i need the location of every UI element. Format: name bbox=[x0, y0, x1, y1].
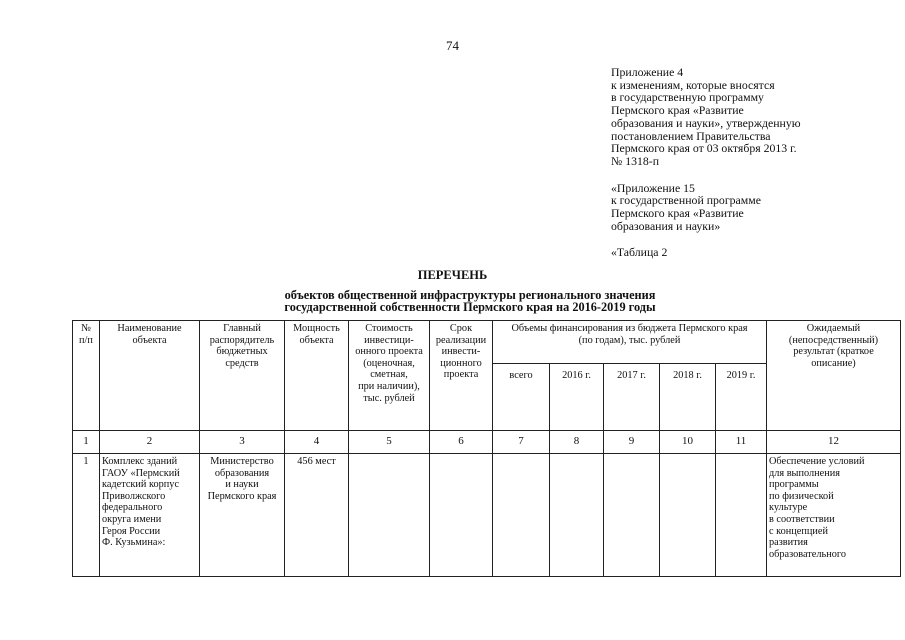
object-term bbox=[430, 454, 493, 577]
object-cost bbox=[349, 454, 430, 577]
annex15-line: к государственной программе bbox=[611, 193, 761, 208]
column-number: 9 bbox=[604, 431, 660, 454]
annex-line: Приложение 4 bbox=[611, 65, 684, 79]
object-2019 bbox=[716, 454, 767, 577]
annex-block bbox=[611, 66, 896, 259]
subtitle-line: государственной собственности Пермского края на 2016-2019 годы bbox=[284, 299, 656, 314]
object-2018 bbox=[660, 454, 716, 577]
header-cost: Стоимость инвестици- онного проекта (оценочная, сметная, при наличии), тыс. рублей bbox=[349, 321, 430, 431]
header-name: Наименование объекта bbox=[100, 321, 200, 431]
header-2019: 2019 г. bbox=[716, 364, 767, 431]
column-number: 8 bbox=[550, 431, 604, 454]
table-reference: «Таблица 2 bbox=[611, 245, 668, 260]
column-number: 11 bbox=[716, 431, 767, 454]
column-number: 6 bbox=[430, 431, 493, 454]
annex15-line: «Приложение 15 bbox=[611, 180, 695, 195]
document-subtitle bbox=[150, 290, 790, 313]
header-total: всего bbox=[493, 364, 550, 431]
annex-line: образования и науки», утвержденную bbox=[611, 115, 801, 130]
object-capacity: 456 мест bbox=[285, 454, 349, 577]
annex-line: постановлением Правительства bbox=[611, 128, 771, 143]
row-num: 1 bbox=[73, 454, 100, 577]
page-number: 74 bbox=[446, 38, 459, 53]
object-manager: Министерство образования и науки Пермского края bbox=[200, 454, 285, 577]
annex15-line: образования и науки» bbox=[611, 218, 721, 233]
header-funding: Объемы финансирования из бюджета Пермского края (по годам), тыс. рублей bbox=[493, 321, 767, 364]
annex-line: № 1318-п bbox=[611, 153, 660, 168]
annex-line: в государственную программу bbox=[611, 90, 764, 105]
header-term: Срок реализации инвести- ционного проекта bbox=[430, 321, 493, 431]
header-2017: 2017 г. bbox=[604, 364, 660, 431]
annex-line: Пермского края «Развитие bbox=[611, 103, 744, 118]
subtitle-line: объектов общественной инфраструктуры регионального значения bbox=[284, 288, 656, 302]
objects-table bbox=[72, 320, 900, 620]
column-number: 7 bbox=[493, 431, 550, 454]
header-2016: 2016 г. bbox=[550, 364, 604, 431]
column-number: 10 bbox=[660, 431, 716, 454]
column-number: 1 bbox=[73, 431, 100, 454]
annex-line: Пермского края от 03 октября 2013 г. bbox=[611, 141, 797, 156]
annex15-line: Пермского края «Развитие bbox=[611, 206, 744, 221]
header-result: Ожидаемый (непосредственный) результат (краткое описание) bbox=[767, 321, 901, 431]
column-number: 4 bbox=[285, 431, 349, 454]
object-result: Обеспечение условий для выполнения программы по физической культуре в соответствии с концепцией развития образовательного bbox=[767, 454, 901, 577]
header-manager: Главный распорядитель бюджетных средств bbox=[200, 321, 285, 431]
column-number: 5 bbox=[349, 431, 430, 454]
object-2017 bbox=[604, 454, 660, 577]
header-num: № п/п bbox=[73, 321, 100, 431]
annex-line: к изменениям, которые вносятся bbox=[611, 77, 775, 92]
table-row bbox=[73, 454, 901, 577]
header-capacity: Мощность объекта bbox=[285, 321, 349, 431]
column-number: 3 bbox=[200, 431, 285, 454]
object-total bbox=[493, 454, 550, 577]
document-title: ПЕРЕЧЕНЬ bbox=[417, 268, 488, 282]
column-number: 12 bbox=[767, 431, 901, 454]
column-number: 2 bbox=[100, 431, 200, 454]
header-2018: 2018 г. bbox=[660, 364, 716, 431]
object-name: Комплекс зданий ГАОУ «Пермский кадетский корпус Приволжского федерального округа имени Героя России Ф. Кузьмина»: bbox=[100, 454, 200, 577]
object-2016 bbox=[550, 454, 604, 577]
